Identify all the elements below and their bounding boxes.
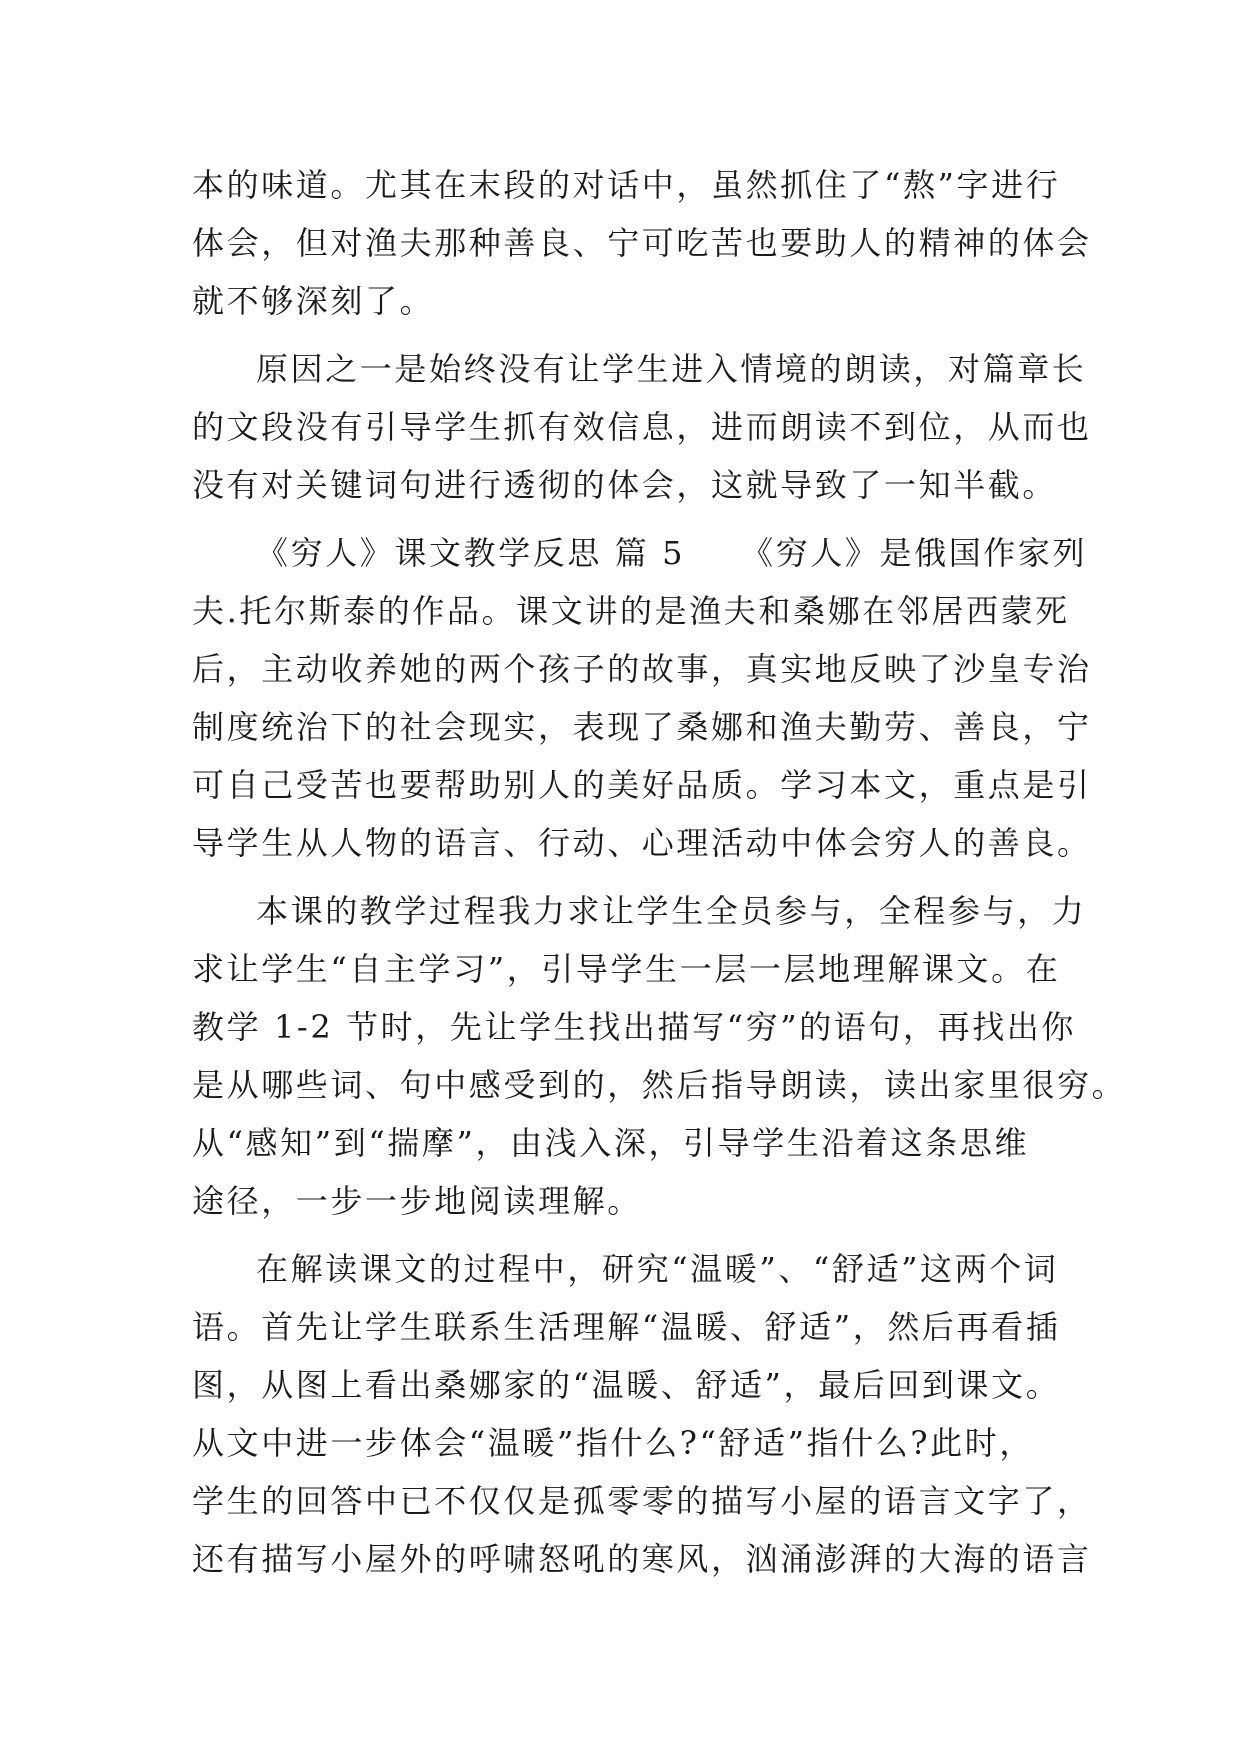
- text-line: 教学 1-2 节时，先让学生找出描写“穷”的语句，再找出你: [192, 1008, 1076, 1046]
- text-line: 原因之一是始终没有让学生进入情境的朗读，对篇章长: [256, 350, 1087, 388]
- text-line: 可自己受苦也要帮助别人的美好品质。学习本文，重点是引: [192, 766, 1092, 804]
- text-line: 从文中进一步体会“温暖”指什么?“舒适”指什么?此时，: [192, 1424, 1034, 1462]
- text-line: 学生的回答中已不仅仅是孤零零的描写小屋的语言文字了，: [192, 1482, 1092, 1520]
- text-line: 本课的教学过程我力求让学生全员参与，全程参与，力: [256, 892, 1087, 930]
- text-line: 是从哪些词、句中感受到的，然后指导朗读，读出家里很穷。: [192, 1066, 1127, 1104]
- paragraph: [192, 156, 1092, 330]
- text-line: 求让学生“自主学习”，引导学生一层一层地理解课文。在: [192, 950, 1061, 988]
- text-line: 后，主动收养她的两个孩子的故事，真实地反映了沙皇专治: [192, 650, 1092, 688]
- document-page: [192, 156, 1127, 1588]
- text-line: 语。首先让学生联系生活理解“温暖、舒适”，然后再看插: [192, 1308, 1061, 1346]
- text-line: 就不够深刻了。: [192, 282, 435, 320]
- heading-line-text: 《穷人》是俄国作家列: [741, 534, 1088, 572]
- text-line: 本的味道。尤其在末段的对话中，虽然抓住了“熬”字进行: [192, 166, 1061, 204]
- text-line: 途径，一步一步地阅读理解。: [192, 1182, 642, 1220]
- text-line: 导学生从人物的语言、行动、心理活动中体会穷人的善良。: [192, 824, 1092, 862]
- text-line: 图，从图上看出桑娜家的“温暖、舒适”，最后回到课文。: [192, 1366, 1061, 1404]
- text-line: [192, 524, 1088, 582]
- text-line: 夫.托尔斯泰的作品。课文讲的是渔夫和桑娜在邻居西蒙死: [192, 592, 1070, 630]
- text-line: 体会，但对渔夫那种善良、宁可吃苦也要助人的精神的体会: [192, 224, 1092, 262]
- paragraph: [192, 1240, 1092, 1588]
- section-heading: 《穷人》课文教学反思 篇 5: [256, 534, 686, 572]
- paragraph: [192, 340, 1092, 514]
- text-line: 从“感知”到“揣摩”，由浅入深，引导学生沿着这条思维: [192, 1124, 1030, 1162]
- paragraph: [192, 524, 1092, 872]
- text-line: 的文段没有引导学生抓有效信息，进而朗读不到位，从而也: [192, 408, 1092, 446]
- paragraph: [192, 882, 1127, 1230]
- text-line: 还有描写小屋外的呼啸怒吼的寒风，汹涌澎湃的大海的语言: [192, 1540, 1092, 1578]
- text-line: 在解读课文的过程中，研究“温暖”、“舒适”这两个词: [256, 1250, 1059, 1288]
- text-line: 制度统治下的社会现实，表现了桑娜和渔夫勤劳、善良，宁: [192, 708, 1092, 746]
- text-line: 没有对关键词句进行透彻的体会，这就导致了一知半截。: [192, 466, 1058, 504]
